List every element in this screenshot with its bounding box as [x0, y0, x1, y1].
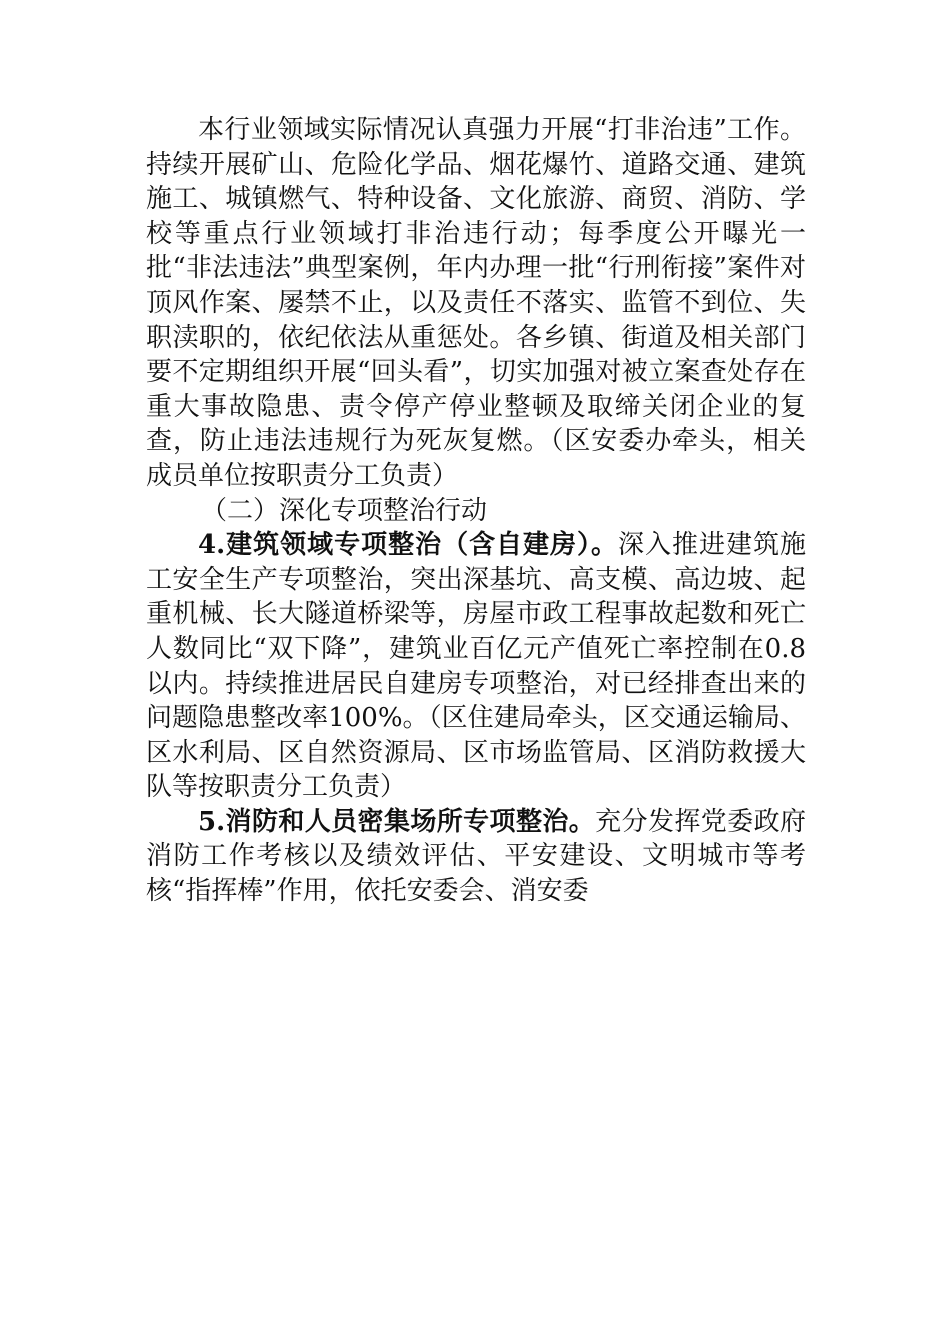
paragraph-illegal-crackdown: [146, 113, 806, 494]
item-4-title: 4.建筑领域专项整治（含自建房）。: [198, 530, 619, 561]
item-5-body: 充分发挥党委政府消防工作考核以及绩效评估、平安建设、文明城市等考核“指挥棒”作用，依托安委会、消安委: [146, 806, 806, 907]
paragraph-fire-safety-rectification: [146, 805, 806, 909]
paragraph-text: 本行业领域实际情况认真强力开展“打非治违”工作。持续开展矿山、危险化学品、烟花爆竹、道路交通、建筑施工、城镇燃气、特种设备、文化旅游、商贸、消防、学校等重点行业领域打非治违行动；每季度公开曝光一批“非法违法”典型案例，年内办理一批“行刑衔接”案件对顶风作案、屡禁不止，以及责任不落实、监管不到位、失职渎职的，依纪依法从重惩处。各乡镇、街道及相关部门要不定期组织开展“回头看”，切实加强对被立案查处存在重大事故隐患、责令停产停业整顿及取缔关闭企业的复查，防止违法违规行为死灰复燃。（区安委办牵头，相关成员单位按职责分工负责）: [146, 115, 806, 491]
section-heading-text: （二）深化专项整治行动: [201, 495, 488, 526]
item-5-title: 5.消防和人员密集场所专项整治。: [198, 806, 596, 837]
section-heading: [146, 494, 806, 529]
paragraph-construction-rectification: [146, 528, 806, 805]
document-page: [146, 113, 806, 909]
item-4-body: 深入推进建筑施工安全生产专项整治，突出深基坑、高支模、高边坡、起重机械、长大隧道桥梁等，房屋市政工程事故起数和死亡人数同比“双下降”，建筑业百亿元产值死亡率控制在0.8以内。持续推进居民自建房专项整治，对已经排查出来的问题隐患整改率100%。（区住建局牵头，区交通运输局、区水利局、区自然资源局、区市场监管局、区消防救援大队等按职责分工负责）: [146, 530, 806, 803]
